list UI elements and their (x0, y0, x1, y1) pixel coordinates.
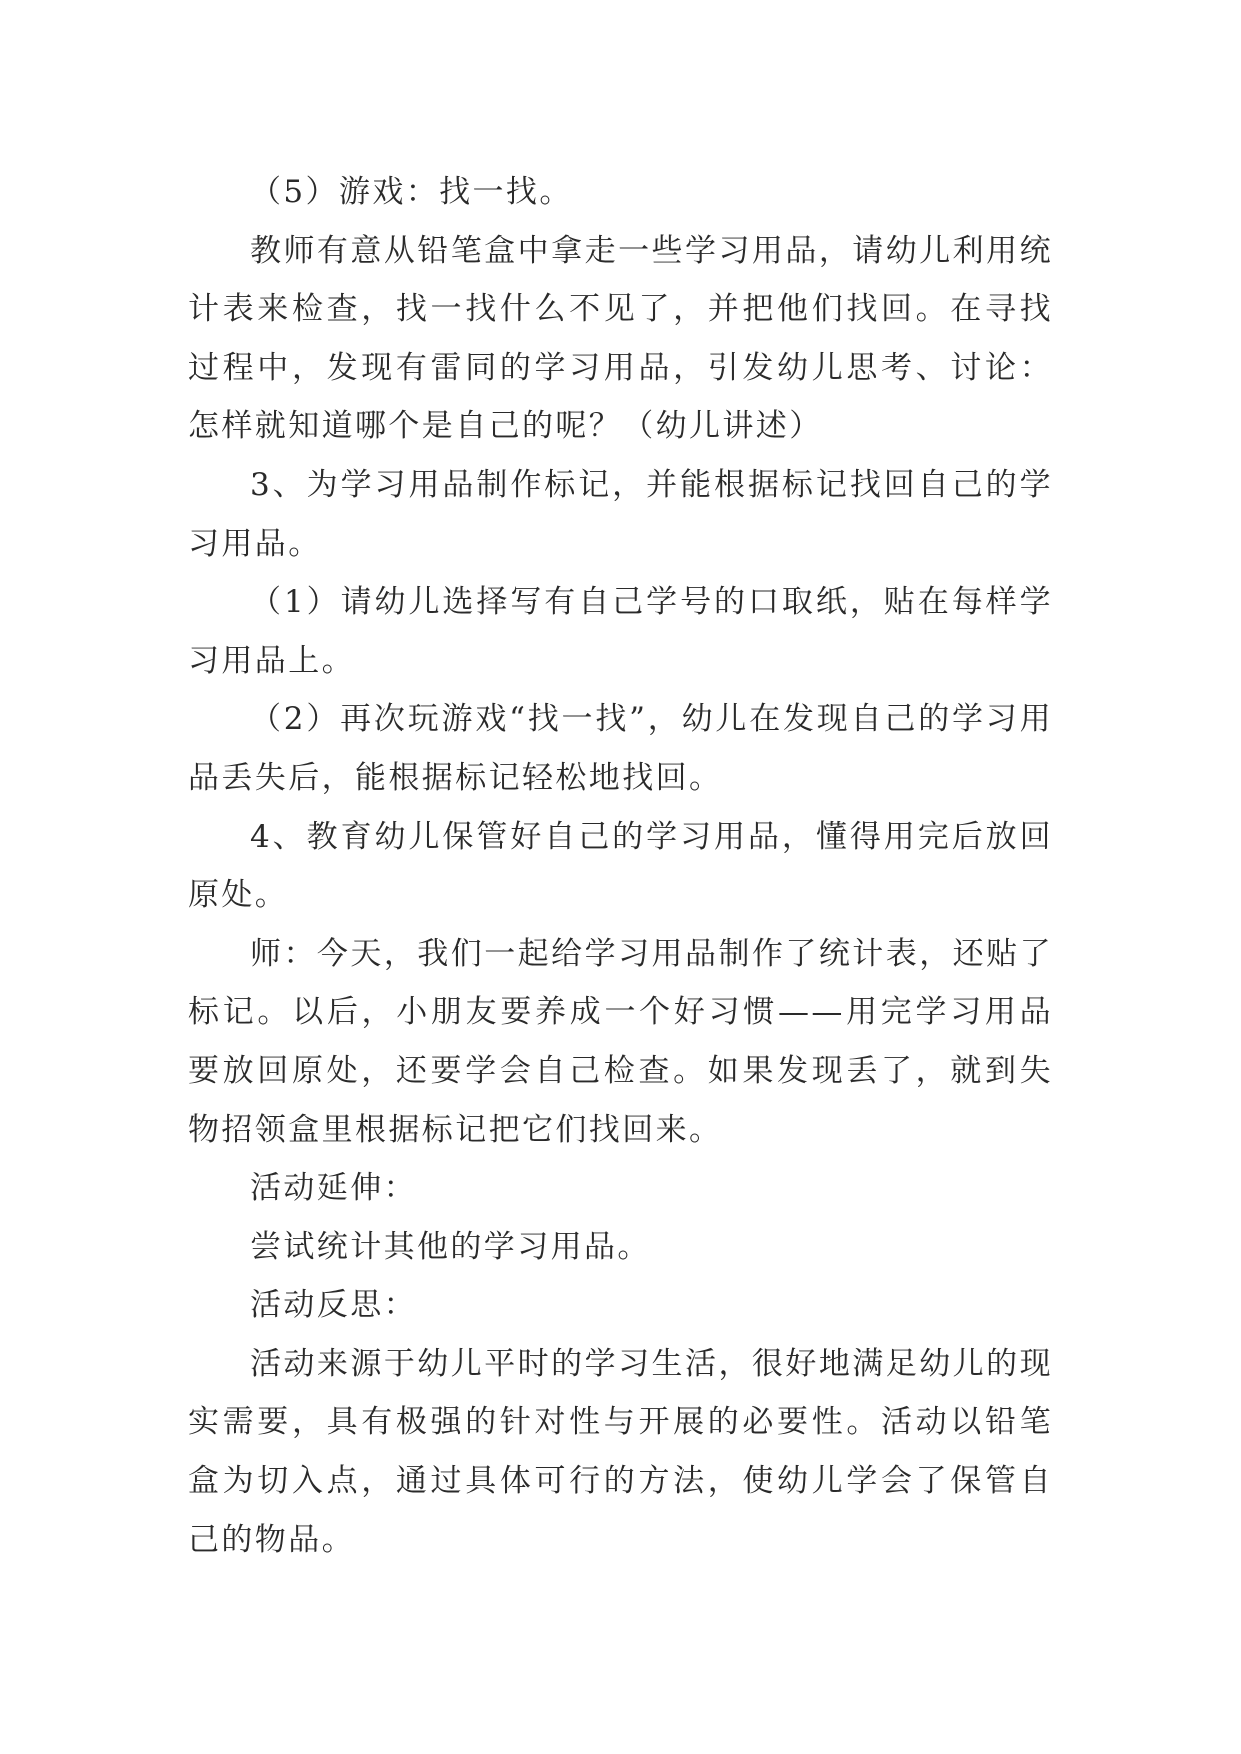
paragraph-teacher-summary: 师：今天，我们一起给学习用品制作了统计表，还贴了标记。以后，小朋友要养成一个好习惯——用完学习用品要放回原处，还要学会自己检查。如果发现丢了，就到失物招领盒里根据标记把它们找回来。 (188, 935, 1053, 1148)
paragraph-step-3-1: （1）请幼儿选择写有自己学号的口取纸，贴在每样学习用品上。 (188, 584, 1053, 679)
paragraph-step-4: 4、教育幼儿保管好自己的学习用品，懂得用完后放回原处。 (188, 818, 1053, 914)
paragraph-activity-extension: 尝试统计其他的学习用品。 (250, 1228, 651, 1265)
heading-activity-reflection: 活动反思： (250, 1287, 417, 1324)
paragraph-game-description: 教师有意从铅笔盒中拿走一些学习用品，请幼儿利用统计表来检查，找一找什么不见了，并把他们找回。在寻找过程中，发现有雷同的学习用品，引发幼儿思考、讨论：怎样就知道哪个是自己的呢？（幼儿讲述） (188, 232, 1053, 445)
document-body (188, 163, 1053, 1569)
paragraph-step-3: 3、为学习用品制作标记，并能根据标记找回自己的学习用品。 (188, 466, 1053, 562)
paragraph-activity-reflection: 活动来源于幼儿平时的学习生活，很好地满足幼儿的现实需要，具有极强的针对性与开展的必要性。活动以铅笔盒为切入点，通过具体可行的方法，使幼儿学会了保管自己的物品。 (188, 1345, 1053, 1558)
heading-activity-extension: 活动延伸： (250, 1170, 417, 1207)
paragraph-step-3-2: （2）再次玩游戏“找一找”，幼儿在发现自己的学习用品丢失后，能根据标记轻松地找回。 (188, 701, 1053, 796)
paragraph-game-title: （5）游戏：找一找。 (250, 174, 573, 210)
